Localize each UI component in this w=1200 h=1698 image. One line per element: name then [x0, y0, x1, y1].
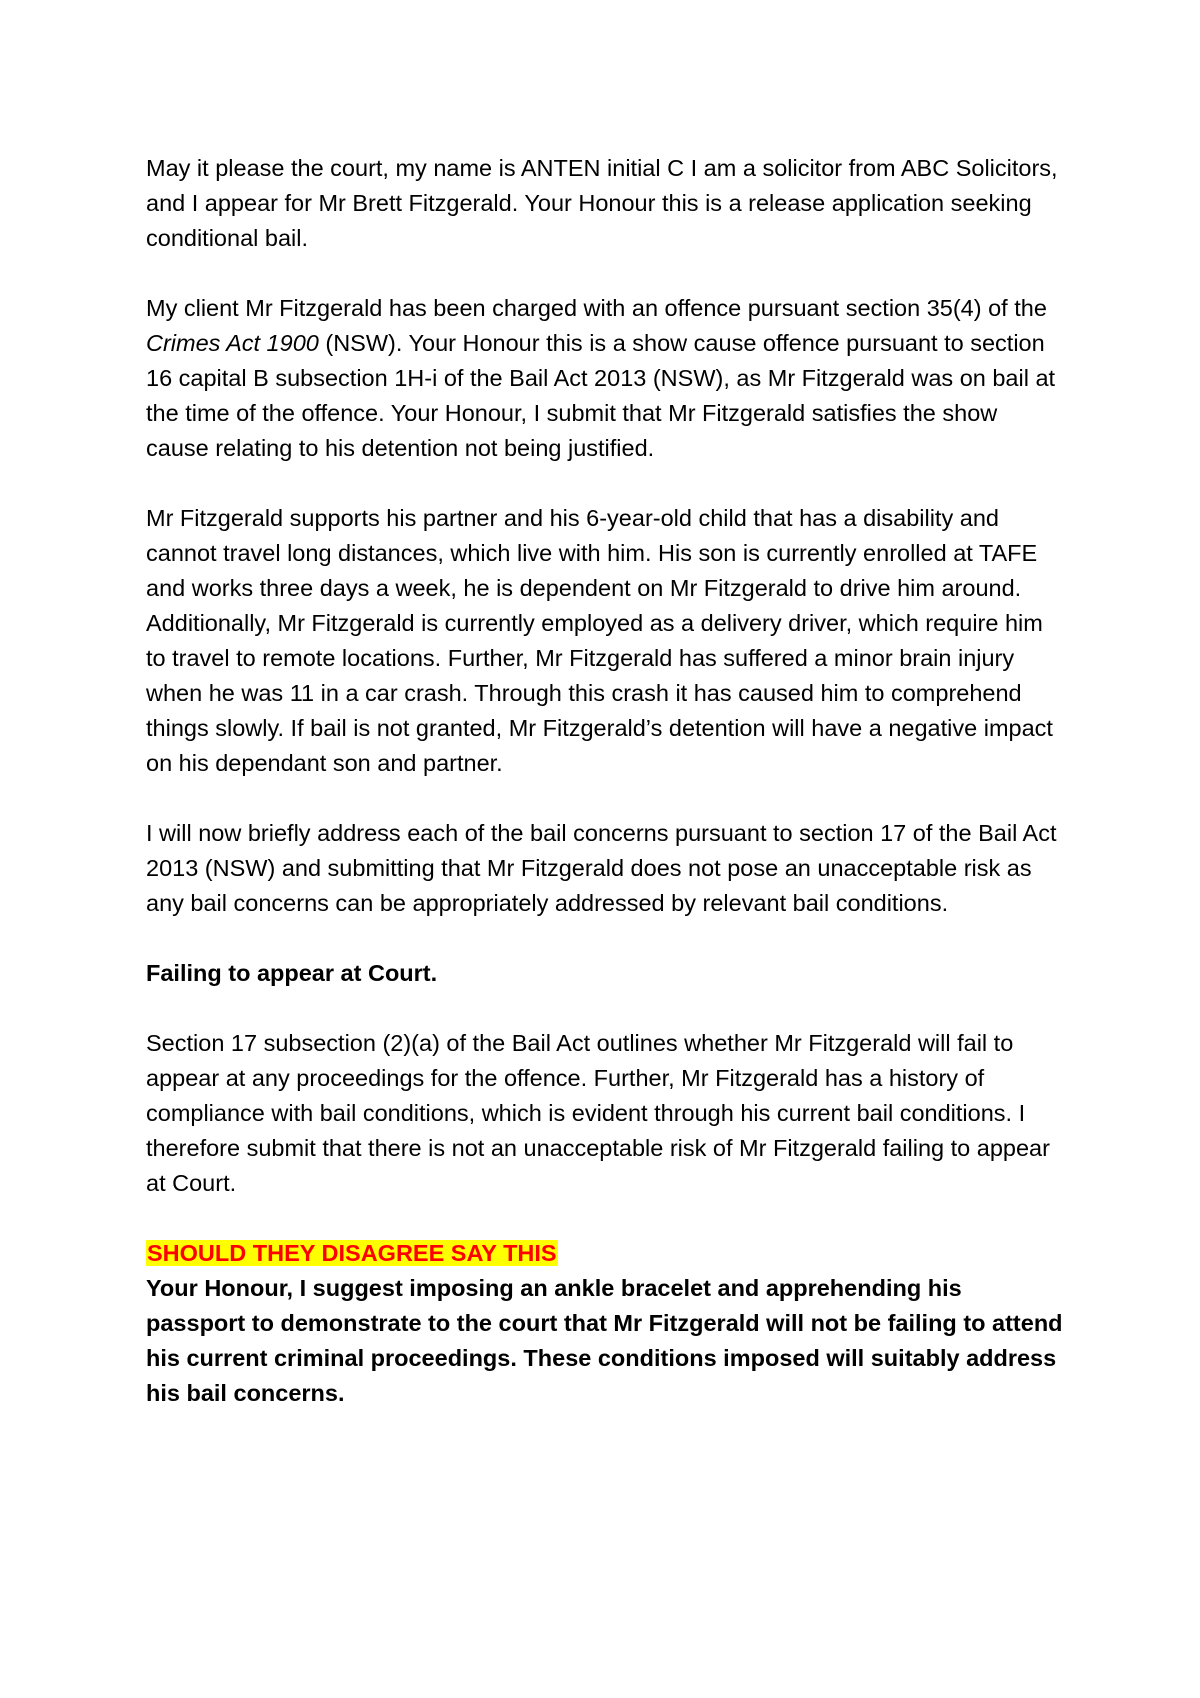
paragraph-section-17: Section 17 subsection (2)(a) of the Bail Act outlines whether Mr Fitzgerald will fail to appear at any proceedings for the offence. Further, Mr Fitzgerald has a history of compliance with bail conditions, which is evident through his current bail conditions. I therefore submit that there is not an unacceptable risk of Mr Fitzgerald failing to appear at Court. — [146, 1030, 1050, 1196]
act-name-italic: Crimes Act 1900 — [146, 330, 319, 356]
paragraph-charge-text-1: My client Mr Fitzgerald has been charged with an offence pursuant section 35(4) of the — [146, 295, 1047, 321]
paragraph-proposed-conditions: Your Honour, I suggest imposing an ankle bracelet and apprehending his passport to demonstrate to the court that Mr Fitzgerald will not be failing to attend his current criminal proceedings. These conditions imposed will suitably address his bail concerns. — [146, 1275, 1063, 1406]
highlighted-instruction — [146, 1236, 1066, 1271]
highlighted-instruction-text: SHOULD THEY DISAGREE SAY THIS — [147, 1240, 557, 1266]
paragraph-introduction: May it please the court, my name is ANTEN initial C I am a solicitor from ABC Solicitors, and I appear for Mr Brett Fitzgerald. Your Honour this is a release application seeking conditional bail. — [146, 155, 1058, 251]
paragraph-circumstances: Mr Fitzgerald supports his partner and his 6-year-old child that has a disability and cannot travel long distances, which live with him. His son is currently enrolled at TAFE and works three days a week, he is dependent on Mr Fitzgerald to drive him around. Additionally, Mr Fitzgerald is currently employed as a delivery driver, which require him to travel to remote locations. Further, Mr Fitzgerald has suffered a minor brain injury when he was 11 in a car crash. Through this crash it has caused him to comprehend things slowly. If bail is not granted, Mr Fitzgerald’s detention will have a negative impact on his dependant son and partner. — [146, 505, 1053, 776]
paragraph-charge-text-2: (NSW). Your Honour this is a show cause offence pursuant to section 16 capital B subsection 1H-i of the Bail Act 2013 (NSW), as Mr Fitzgerald was on bail at the time of the offence. Your Honour, I submit that Mr Fitzgerald satisfies the show cause relating to his detention not being justified. — [146, 330, 1056, 461]
document-page — [146, 151, 1066, 1446]
heading-failing-to-appear: Failing to appear at Court. — [146, 960, 438, 986]
paragraph-bail-concerns: I will now briefly address each of the bail concerns pursuant to section 17 of the Bail Act 2013 (NSW) and submitting that Mr Fitzgerald does not pose an unacceptable risk as any bail concerns can be appropriately addressed by relevant bail conditions. — [146, 820, 1057, 916]
paragraph-charge — [146, 291, 1066, 466]
